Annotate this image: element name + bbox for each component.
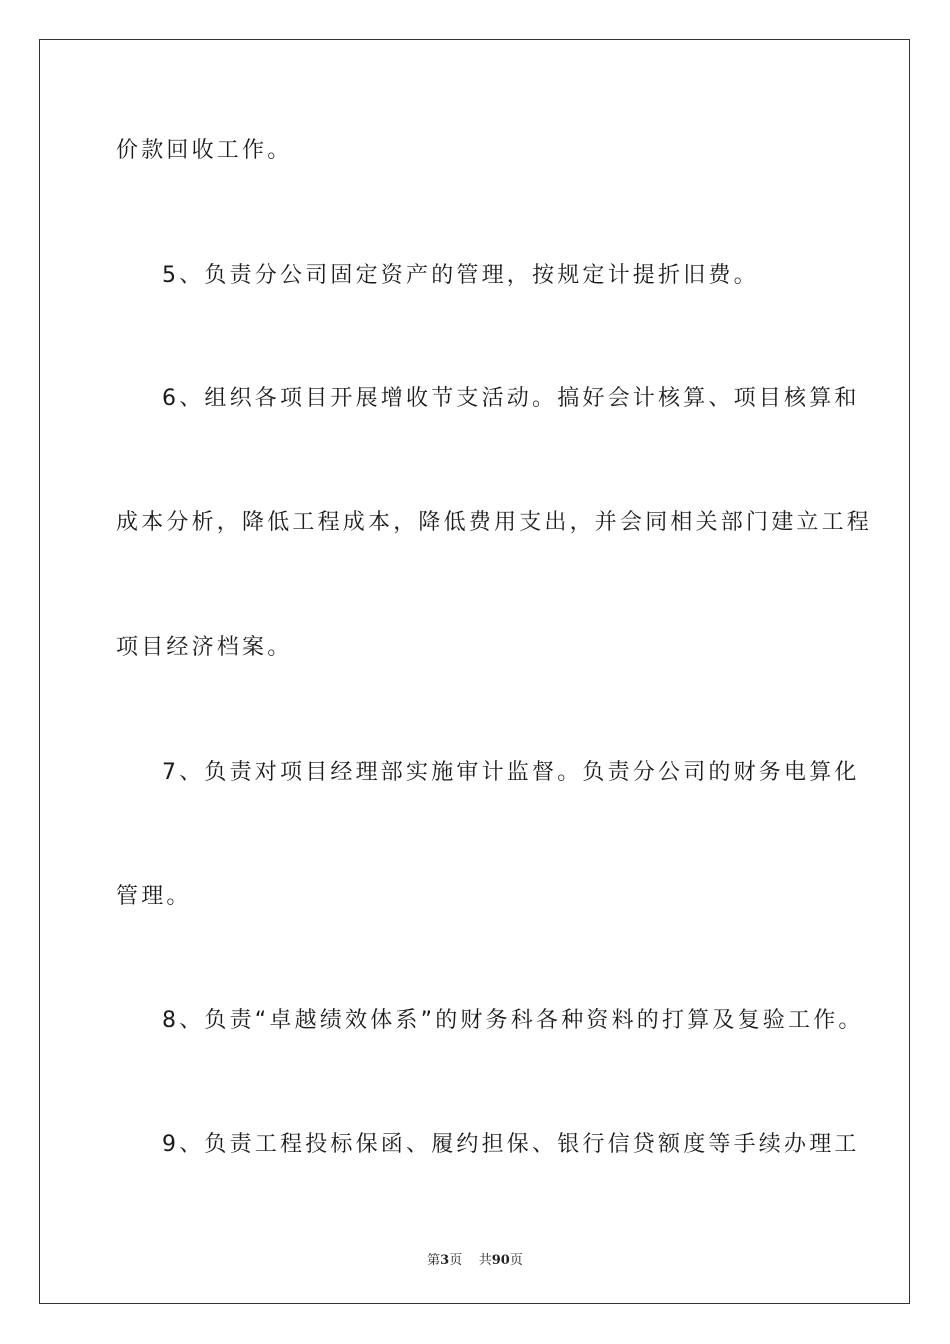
text-line-5: 项目经济档案。 xyxy=(116,635,293,660)
page-suffix: 页 xyxy=(449,1253,463,1268)
text-line-6: 7、负责对项目经理部实施审计监督。负责分公司的财务电算化 xyxy=(162,760,860,785)
total-suffix: 页 xyxy=(509,1253,523,1268)
text-line-8: 8、负责“卓越绩效体系”的财务科各种资料的打算及复验工作。 xyxy=(162,1008,864,1033)
text-line-7: 管理。 xyxy=(116,884,192,909)
text-line-4: 成本分析，降低工程成本，降低费用支出，并会同相关部门建立工程 xyxy=(116,510,873,535)
page-border xyxy=(39,39,910,1304)
text-line-9: 9、负责工程投标保函、履约担保、银行信贷额度等手续办理工 xyxy=(162,1132,860,1157)
page-prefix: 第 xyxy=(427,1253,441,1268)
total-pages-number: 90 xyxy=(491,1253,510,1268)
current-page-number: 3 xyxy=(440,1253,450,1268)
page-footer xyxy=(0,1249,950,1268)
text-line-2: 5、负责分公司固定资产的管理，按规定计提折旧费。 xyxy=(162,263,759,288)
total-prefix: 共 xyxy=(478,1253,492,1268)
text-line-1: 价款回收工作。 xyxy=(116,138,293,163)
text-line-3: 6、组织各项目开展增收节支活动。搞好会计核算、项目核算和 xyxy=(162,386,860,411)
